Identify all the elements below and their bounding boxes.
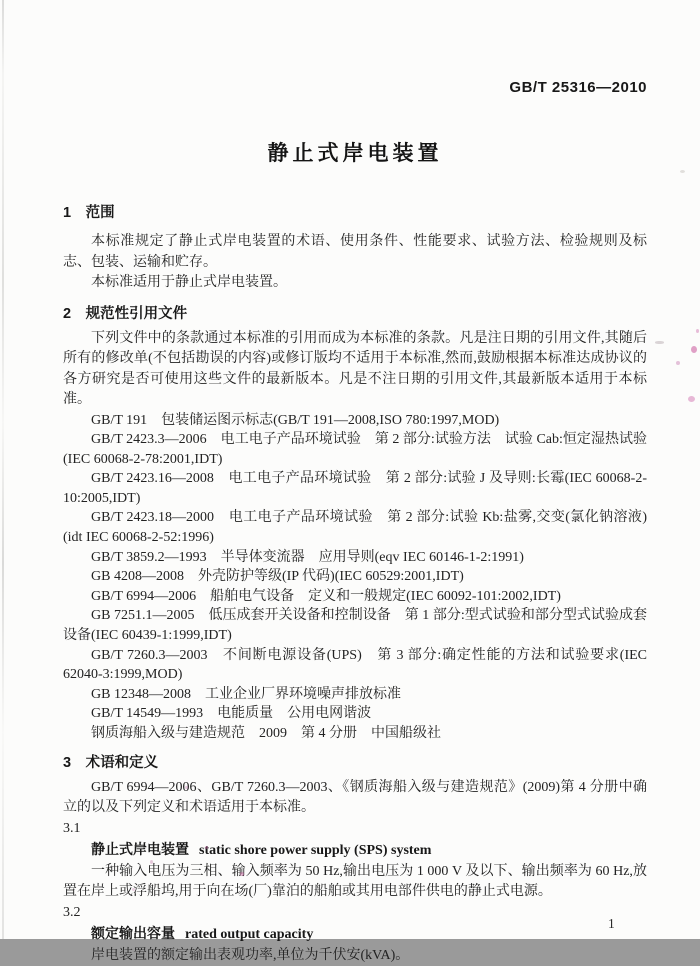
term-number: 3.1 — [63, 820, 81, 836]
section-2-heading: 2 规范性引用文件 — [63, 305, 188, 322]
term-definition: 岸电装置的额定输出表观功率,单位为千伏安(kVA)。 — [91, 947, 410, 963]
section-1-heading: 1 范围 — [63, 205, 115, 221]
reference-item: 钢质海船入级与建造规范 2009 第 4 分册 中国船级社 — [91, 726, 441, 741]
section-3-heading: 3 术语和定义 — [63, 754, 159, 771]
reference-item: GB 7251.1—2005 低压成套开关设备和控制设备 第 1 部分:型式试验和部分型式试验成套设备(IEC 60439-1:1999,IDT) — [63, 608, 647, 644]
reference-item: GB/T 3859.2—1993 半导体变流器 应用导则(eqv IEC 60146-1-2:1991) — [91, 549, 524, 565]
term-definition-block — [63, 903, 647, 966]
standard-code: GB/T 25316—2010 — [509, 79, 647, 96]
reference-item: GB/T 2423.18—2000 电工电子产品环境试验 第 2 部分:试验 Kb:盐雾,交变(氯化钠溶液)(idt IEC 60068-2-52:1996) — [63, 510, 647, 546]
reference-item: GB 12348—2008 工业企业厂界环境噪声排放标准 — [91, 686, 401, 702]
scan-edge-artifact — [2, 0, 4, 939]
term-title-line — [63, 923, 647, 946]
ink-speck — [655, 341, 664, 344]
reference-item: GB/T 7260.3—2003 不间断电源设备(UPS) 第 3 部分:确定性能的方法和试验要求(IEC 62040-3:1999,MOD) — [63, 647, 647, 683]
section-2-intro: 下列文件中的条款通过本标准的引用而成为本标准的条款。凡是注日期的引用文件,其随后所有的修改单(不包括勘误的内容)或修订版均不适用于本标准,然而,鼓励根据本标准达成协议的各方研究是否可使用这些文件的最新版本。凡是不注日期的引用文件,其最新版本适用于本标准。 — [63, 330, 647, 407]
term-english: static shore power supply (SPS) system — [199, 843, 432, 859]
ink-speck — [691, 346, 697, 353]
section-1-paragraph-1: 本标准规定了静止式岸电装置的术语、使用条件、性能要求、试验方法、检验规则及标志、包装、运输和贮存。 — [63, 234, 647, 270]
page-number: 1 — [608, 916, 615, 931]
reference-item: GB/T 2423.3—2006 电工电子产品环境试验 第 2 部分:试验方法 试验 Cab:恒定湿热试验(IEC 60068-2-78:2001,IDT) — [63, 432, 647, 467]
page-content — [63, 0, 647, 966]
ink-speck — [676, 361, 680, 365]
ink-speck — [696, 329, 699, 333]
section-1-paragraph-2: 本标准适用于静止式岸电装置。 — [91, 275, 287, 290]
section-3-intro: GB/T 6994—2006、GB/T 7260.3—2003、《钢质海船入级与建造规范》(2009)第 4 分册中确立的以及下列定义和术语适用于本标准。 — [63, 779, 647, 816]
reference-item: GB/T 2423.16—2008 电工电子产品环境试验 第 2 部分:试验 J 及导则:长霉(IEC 60068-2-10:2005,IDT) — [63, 471, 647, 506]
term-definition-block — [63, 819, 647, 903]
normative-references-list — [63, 411, 647, 744]
term-title-line — [63, 839, 647, 862]
ink-speck — [688, 396, 695, 402]
reference-item: GB/T 6994—2006 船舶电气设备 定义和一般规定(IEC 60092-101:2002,IDT) — [91, 588, 561, 604]
reference-item: GB 4208—2008 外壳防护等级(IP 代码)(IEC 60529:2001,IDT) — [91, 569, 464, 585]
term-english: rated output capacity — [185, 927, 314, 943]
term-chinese: 额定输出容量 — [91, 925, 175, 942]
document-title: 静止式岸电装置 — [267, 142, 443, 165]
term-definition: 一种输入电压为三相、输入频率为 50 Hz,输出电压为 1 000 V 及以下、输出频率为 60 Hz,放置在岸上或浮船坞,用于向在场(厂)靠泊的船舶或其用电部件供电的静止式电源。 — [63, 863, 647, 900]
term-number: 3.2 — [63, 904, 81, 920]
term-chinese: 静止式岸电装置 — [91, 841, 189, 858]
reference-item: GB/T 191 包装储运图示标志(GB/T 191—2008,ISO 780:1997,MOD) — [91, 412, 500, 428]
reference-item: GB/T 14549—1993 电能质量 公用电网谐波 — [91, 706, 372, 722]
ink-speck — [680, 170, 685, 173]
